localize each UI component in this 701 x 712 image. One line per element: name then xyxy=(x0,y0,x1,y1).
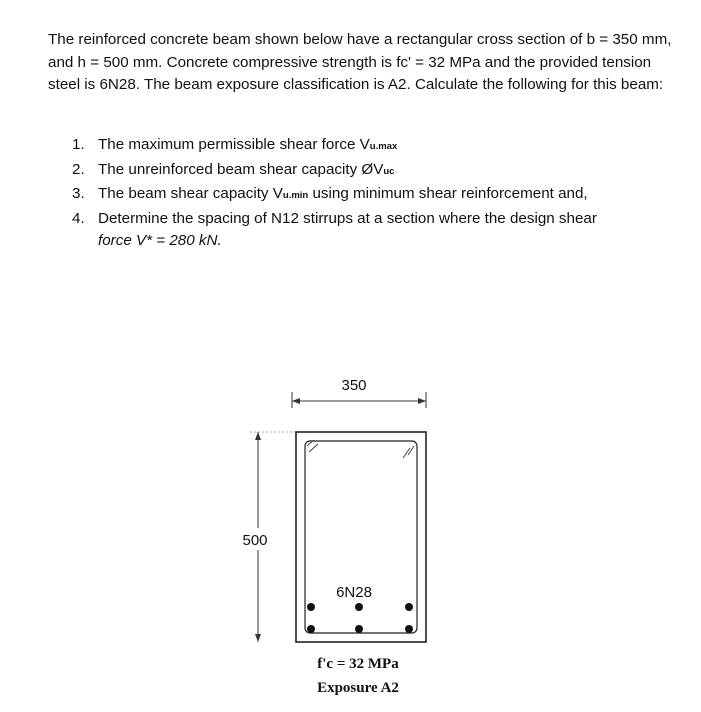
list-item: 1. The maximum permissible shear force Vu.max xyxy=(72,136,398,153)
task-continuation: force V* = 280 kN. xyxy=(98,232,222,249)
rebar xyxy=(307,625,315,633)
rebar xyxy=(355,603,363,611)
task-text: The maximum permissible shear force V xyxy=(98,136,370,153)
subscript: uc xyxy=(383,165,395,177)
concrete-strength-label: f'c = 32 MPa xyxy=(317,656,399,672)
rebar xyxy=(405,625,413,633)
list-item: 2. The unreinforced beam shear capacity ØVuc xyxy=(72,160,395,178)
stirrup-hook-right xyxy=(403,446,414,458)
list-item: 3. The beam shear capacity Vu.min using minimum shear reinforcement and, xyxy=(72,185,588,202)
height-label: 500 xyxy=(242,532,268,549)
arrow-right-icon xyxy=(418,398,426,404)
concrete-section-outline xyxy=(296,432,426,642)
exposure-label: Exposure A2 xyxy=(317,680,399,696)
arrow-up-icon xyxy=(255,432,261,440)
rebar xyxy=(355,625,363,633)
width-label: 350 xyxy=(341,377,367,394)
problem-statement: The reinforced concrete beam shown below have a rectangular cross section of b = 350 mm, and h = 500 mm. Concrete compressive strength is fc' = 32 MPa and the provided tension steel is 6N28. The beam exposure classification is A2. Calculate the following for this beam: xyxy=(48,31,672,93)
rebar xyxy=(405,603,413,611)
arrow-left-icon xyxy=(292,398,300,404)
subscript: u.max xyxy=(369,141,398,152)
subscript: u.min xyxy=(282,190,309,201)
task-text: The beam shear capacity V xyxy=(98,185,283,202)
task-text-tail: using minimum shear reinforcement and, xyxy=(308,185,588,202)
rebar xyxy=(307,603,315,611)
bar-label: 6N28 xyxy=(336,584,372,601)
stirrup-hook-left xyxy=(307,440,318,452)
task-text: Determine the spacing of N12 stirrups at a section where the design shear xyxy=(98,209,597,227)
task-text: The unreinforced beam shear capacity ØV xyxy=(98,160,384,178)
arrow-down-icon xyxy=(255,634,261,642)
list-item: 4. Determine the spacing of N12 stirrups at a section where the design shear force V* = 280 kN. xyxy=(72,209,597,249)
